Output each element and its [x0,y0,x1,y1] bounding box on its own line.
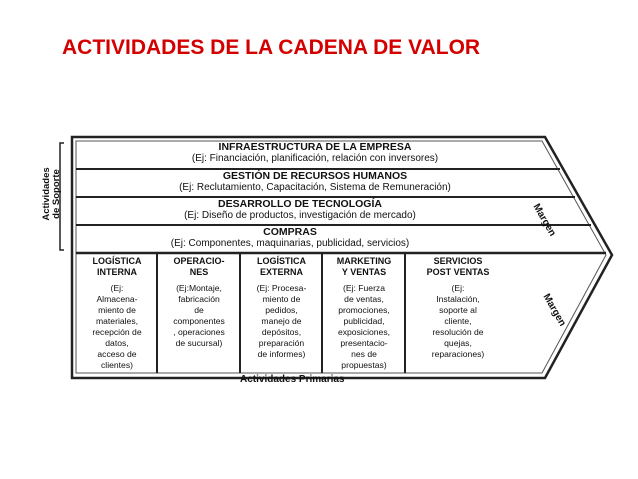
primary-activities-label: Actividades Primarias [240,374,345,385]
primary-col-servicios-post-ventas [408,256,508,360]
col-title: EXTERNA [259,267,303,277]
col-title: LOGÍSTICA [257,256,306,266]
col-title: POST VENTAS [426,267,490,277]
support-row-infraestructura [165,141,465,164]
margin-label-bottom: Margen [540,292,568,329]
col-title: MARKETING [336,256,392,266]
margin-label-top: Margen [530,202,558,239]
primary-col-marketing-ventas [324,256,404,371]
col-desc: (Ej: Instalación, soporte al cliente, resolución de quejas, reparaciones) [431,283,485,359]
support-row-compras [140,226,440,249]
support-desc: (Ej: Financiación, planificación, relación con inversores) [191,153,439,164]
col-desc: (Ej:Montaje, fabricación de componentes , operaciones de sucursal) [173,283,225,348]
primary-col-logistica-externa [242,256,321,360]
support-title: DESARROLLO DE TECNOLOGÍA [218,198,382,210]
col-desc: (Ej: Procesa- miento de pedidos, manejo de depósitos, preparación de informes) [256,283,307,359]
col-title: INTERNA [97,267,137,277]
support-title: COMPRAS [263,226,317,238]
support-title: INFRAESTRUCTURA DE LA EMPRESA [218,141,412,153]
support-desc: (Ej: Reclutamiento, Capacitación, Sistema de Remuneración) [179,182,451,193]
support-desc: (Ej: Componentes, maquinarias, publicidad, servicios) [170,238,410,249]
page-title: ACTIVIDADES DE LA CADENA DE VALOR [62,36,481,59]
primary-col-logistica-interna [78,256,156,371]
col-title: NES [189,267,209,277]
support-title: GESTIÓN DE RECURSOS HUMANOS [222,170,408,182]
support-row-tecnologia [150,198,450,221]
col-desc: (Ej: Fuerza de ventas, promociones, publicidad, exposiciones, presentacio- nes de propuestas) [337,283,391,370]
col-title: SERVICIOS [433,256,483,266]
col-desc: (Ej: Almacena- miento de materiales, recepción de datos, acceso de clientes) [92,283,142,370]
primary-col-operaciones [159,256,239,349]
col-title: OPERACIO- [173,256,225,266]
col-title: LOGÍSTICA [92,256,142,266]
col-title: Y VENTAS [341,267,387,277]
support-row-rrhh [165,170,465,193]
support-desc: (Ej: Diseño de productos, investigación de mercado) [184,210,416,221]
support-activities-label: Actividades de Soporte [41,167,62,221]
